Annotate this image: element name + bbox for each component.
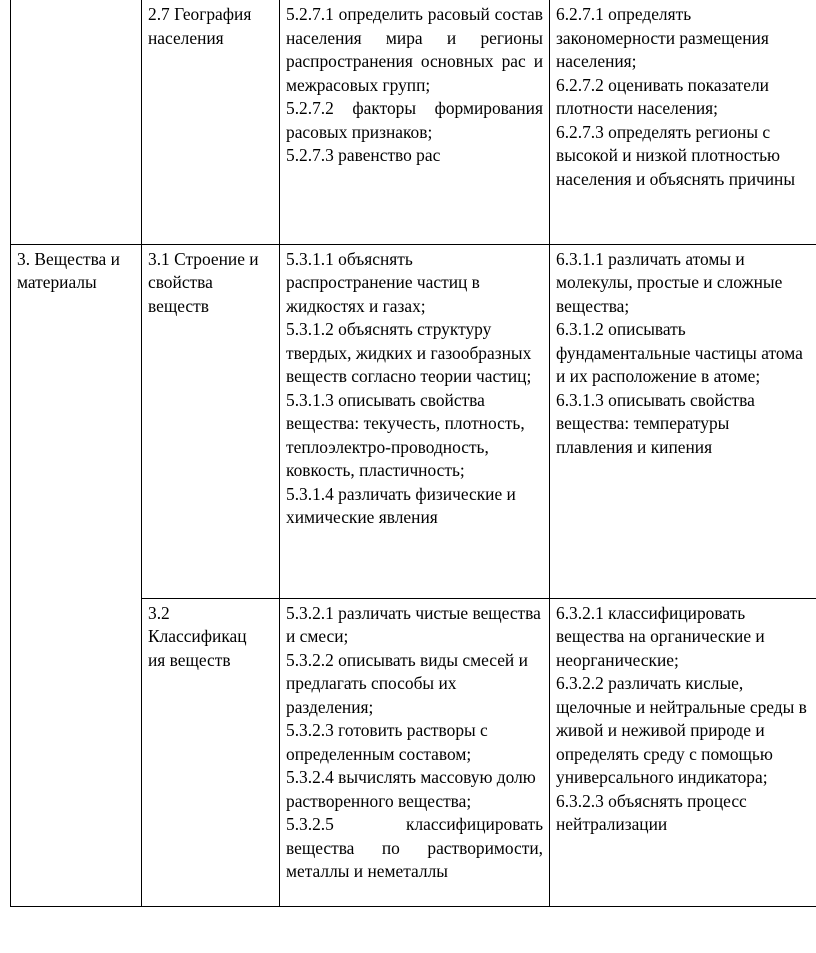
topic-cell (142, 0, 280, 244)
outcomes-cell (550, 598, 816, 906)
learning-goal: 5.3.2.4 вычислять массовую долю растворенного вещества; (286, 767, 536, 811)
outcome: 6.3.2.3 объяснять процесс нейтрализации (556, 790, 747, 834)
outcomes-cell (550, 0, 816, 244)
learning-goals-cell (280, 244, 550, 598)
learning-goal: 5.3.1.4 различать физические и химические явления (286, 483, 516, 527)
learning-goal: 5.3.2.3 готовить растворы с определенным составом; (286, 720, 488, 764)
outcome: 6.3.1.3 описывать свойства вещества: температуры плавления и кипения (556, 389, 755, 457)
learning-goal: 5.2.7.2 факторы формирования расовых признаков; (286, 98, 543, 142)
table-row (11, 244, 816, 598)
outcome: 6.2.7.1 определять закономерности размещения населения; (556, 4, 769, 71)
topic-text: 3.1 Строение и свойства веществ (148, 248, 259, 316)
topic-text: 2.7 География населения (148, 4, 252, 48)
outcome: 6.3.1.2 описывать фундаментальные частицы атома и их расположение в атоме; (556, 319, 803, 386)
learning-goal: 5.2.7.1 определить расовый состав населения мира и регионы распространения основных рас и межрасовых групп; (286, 4, 543, 95)
learning-goal: 5.2.7.3 равенство рас (286, 145, 441, 165)
learning-goal: 5.3.2.1 различать чистые вещества и смеси; (286, 602, 541, 646)
curriculum-table (10, 0, 816, 907)
topic-text: 3.2 Классификация веществ (148, 602, 247, 670)
learning-goal: 5.3.1.2 объяснять структуру твердых, жидких и газообразных веществ согласно теории частиц; (286, 319, 532, 386)
learning-goal: 5.3.2.5 классифицировать вещества по растворимости, металлы и неметаллы (286, 814, 543, 881)
outcome: 6.3.2.1 классифицировать вещества на органические и неорганические; (556, 602, 765, 670)
section-text: 3. Вещества и материалы (17, 248, 120, 292)
learning-goal: 5.3.1.1 объяснять распространение частиц в жидкостях и газах; (286, 248, 480, 316)
learning-goal: 5.3.1.3 описывать свойства вещества: текучесть, плотность, теплоэлектро-проводность, ковкость, пластичность; (286, 389, 525, 480)
section-cell (11, 0, 142, 244)
topic-cell (142, 244, 280, 598)
learning-goals-cell (280, 598, 550, 906)
outcome: 6.3.2.2 различать кислые, щелочные и нейтральные среды в живой и неживой природе и определять среду с помощью универсального индикатора; (556, 673, 807, 787)
learning-goals-cell (280, 0, 550, 244)
learning-goal: 5.3.2.2 описывать виды смесей и предлагать способы их разделения; (286, 649, 528, 717)
table-row (11, 0, 816, 244)
outcome: 6.2.7.2 оценивать показатели плотности населения; (556, 74, 769, 118)
section-cell (11, 244, 142, 906)
topic-cell (142, 598, 280, 906)
outcomes-cell (550, 244, 816, 598)
outcome: 6.2.7.3 определять регионы с высокой и низкой плотностью населения и объяснять причины (556, 121, 796, 189)
outcome: 6.3.1.1 различать атомы и молекулы, простые и сложные вещества; (556, 248, 783, 316)
